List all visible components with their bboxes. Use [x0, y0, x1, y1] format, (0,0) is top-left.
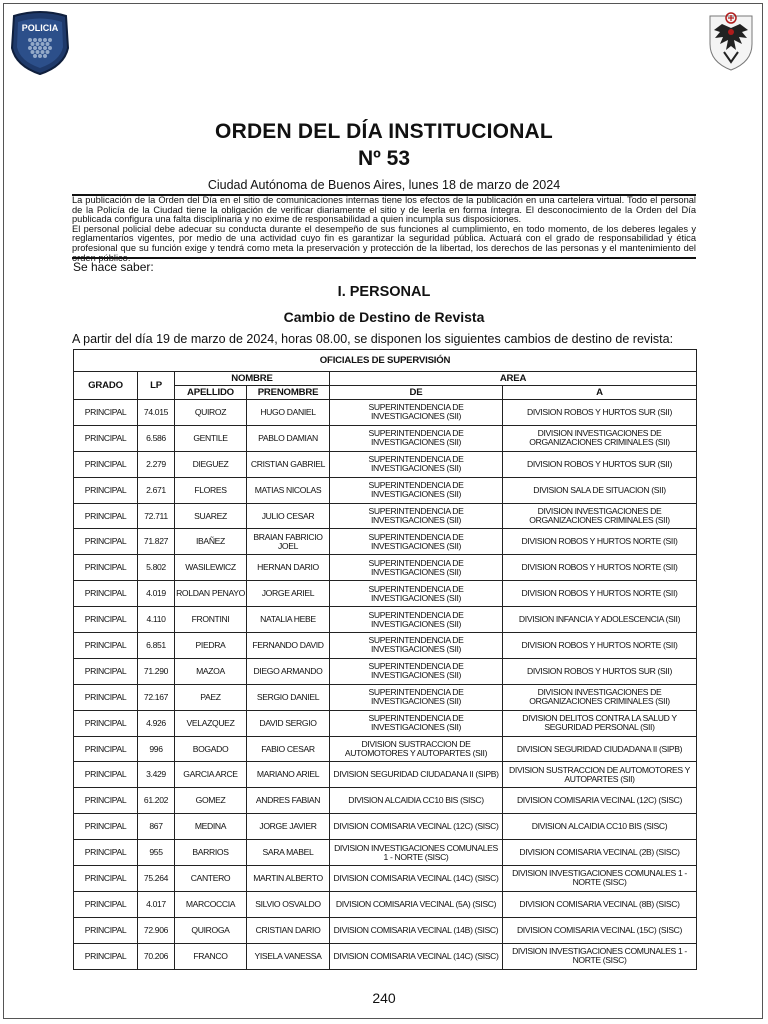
table-row — [74, 607, 697, 633]
cell-lp: 955 — [138, 840, 175, 866]
cell-apellido: MAZOA — [175, 658, 247, 684]
cell-a: DIVISION COMISARIA VECINAL (15C) (SISC) — [503, 917, 697, 943]
cell-prenombre: JORGE JAVIER — [247, 814, 330, 840]
table-row — [74, 581, 697, 607]
cell-a: DIVISION ROBOS Y HURTOS NORTE (SII) — [503, 633, 697, 659]
cell-de: SUPERINTENDENCIA DE INVESTIGACIONES (SII) — [330, 555, 503, 581]
cell-lp: 6.851 — [138, 633, 175, 659]
cell-a: DIVISION INVESTIGACIONES DE ORGANIZACIONES CRIMINALES (SII) — [503, 684, 697, 710]
cell-de: SUPERINTENDENCIA DE INVESTIGACIONES (SII) — [330, 633, 503, 659]
table-row — [74, 814, 697, 840]
cell-grado: PRINCIPAL — [74, 710, 138, 736]
cell-prenombre: SERGIO DANIEL — [247, 684, 330, 710]
cell-lp: 75.264 — [138, 866, 175, 892]
destination-changes-table — [73, 349, 697, 970]
cell-grado: PRINCIPAL — [74, 633, 138, 659]
cell-a: DIVISION ROBOS Y HURTOS NORTE (SII) — [503, 555, 697, 581]
cell-prenombre: PABLO DAMIAN — [247, 425, 330, 451]
cell-de: SUPERINTENDENCIA DE INVESTIGACIONES (SII) — [330, 503, 503, 529]
cell-grado: PRINCIPAL — [74, 788, 138, 814]
table-row — [74, 866, 697, 892]
cell-apellido: IBAÑEZ — [175, 529, 247, 555]
cell-de: DIVISION COMISARIA VECINAL (12C) (SISC) — [330, 814, 503, 840]
cell-apellido: MEDINA — [175, 814, 247, 840]
cell-lp: 4.926 — [138, 710, 175, 736]
cell-apellido: DIEGUEZ — [175, 451, 247, 477]
cell-a: DIVISION SUSTRACCION DE AUTOMOTORES Y AUTOPARTES (SII) — [503, 762, 697, 788]
cell-apellido: MARCOCCIA — [175, 891, 247, 917]
cell-lp: 4.017 — [138, 891, 175, 917]
table-row — [74, 633, 697, 659]
cell-prenombre: YISELA VANESSA — [247, 943, 330, 969]
cell-de: SUPERINTENDENCIA DE INVESTIGACIONES (SII) — [330, 684, 503, 710]
cell-prenombre: BRAIAN FABRICIO JOEL — [247, 529, 330, 555]
cell-apellido: WASILEWICZ — [175, 555, 247, 581]
table-row — [74, 943, 697, 969]
cell-prenombre: FABIO CESAR — [247, 736, 330, 762]
bottom-divider — [72, 257, 696, 259]
cell-prenombre: DAVID SERGIO — [247, 710, 330, 736]
table-row — [74, 477, 697, 503]
header-grado: GRADO — [74, 372, 138, 400]
cell-lp: 867 — [138, 814, 175, 840]
cell-prenombre: ANDRES FABIAN — [247, 788, 330, 814]
table-row — [74, 891, 697, 917]
cell-grado: PRINCIPAL — [74, 762, 138, 788]
cell-prenombre: JULIO CESAR — [247, 503, 330, 529]
table-row — [74, 788, 697, 814]
cell-grado: PRINCIPAL — [74, 607, 138, 633]
cell-de: SUPERINTENDENCIA DE INVESTIGACIONES (SII) — [330, 710, 503, 736]
cell-grado: PRINCIPAL — [74, 425, 138, 451]
page-number: 240 — [372, 990, 396, 1006]
cell-lp: 6.586 — [138, 425, 175, 451]
header-nombre: NOMBRE — [175, 372, 330, 386]
city-crest-logo — [706, 10, 756, 72]
cell-grado: PRINCIPAL — [74, 451, 138, 477]
cell-lp: 2.671 — [138, 477, 175, 503]
cell-a: DIVISION INVESTIGACIONES DE ORGANIZACIONES CRIMINALES (SII) — [503, 425, 697, 451]
cell-grado: PRINCIPAL — [74, 840, 138, 866]
document-title: ORDEN DEL DÍA INSTITUCIONAL — [215, 120, 553, 143]
table-row — [74, 658, 697, 684]
police-badge-logo — [8, 10, 72, 76]
table-caption: OFICIALES DE SUPERVISIÓN — [74, 350, 697, 372]
cell-grado: PRINCIPAL — [74, 555, 138, 581]
cell-grado: PRINCIPAL — [74, 581, 138, 607]
cell-a: DIVISION COMISARIA VECINAL (8B) (SISC) — [503, 891, 697, 917]
cell-apellido: BARRIOS — [175, 840, 247, 866]
cell-a: DIVISION SALA DE SITUACION (SII) — [503, 477, 697, 503]
cell-lp: 72.711 — [138, 503, 175, 529]
section-title: I. PERSONAL — [337, 284, 431, 300]
cell-de: DIVISION ALCAIDIA CC10 BIS (SISC) — [330, 788, 503, 814]
cell-prenombre: SARA MABEL — [247, 840, 330, 866]
table-row — [74, 840, 697, 866]
cell-prenombre: MARIANO ARIEL — [247, 762, 330, 788]
table-row — [74, 529, 697, 555]
cell-lp: 996 — [138, 736, 175, 762]
cell-prenombre: CRISTIAN DARIO — [247, 917, 330, 943]
cell-a: DIVISION ROBOS Y HURTOS SUR (SII) — [503, 400, 697, 426]
cell-apellido: PAEZ — [175, 684, 247, 710]
cell-de: SUPERINTENDENCIA DE INVESTIGACIONES (SII) — [330, 607, 503, 633]
table-row — [74, 555, 697, 581]
cell-grado: PRINCIPAL — [74, 943, 138, 969]
cell-apellido: BOGADO — [175, 736, 247, 762]
header-prenombre: PRENOMBRE — [247, 386, 330, 400]
cell-grado: PRINCIPAL — [74, 503, 138, 529]
cell-lp: 5.802 — [138, 555, 175, 581]
cell-lp: 4.110 — [138, 607, 175, 633]
table-row — [74, 684, 697, 710]
cell-prenombre: SILVIO OSVALDO — [247, 891, 330, 917]
order-number: Nº 53 — [357, 147, 411, 170]
cell-prenombre: CRISTIAN GABRIEL — [247, 451, 330, 477]
header-a: A — [503, 386, 697, 400]
cell-a: DIVISION INVESTIGACIONES COMUNALES 1 - NORTE (SISC) — [503, 943, 697, 969]
cell-apellido: PIEDRA — [175, 633, 247, 659]
cell-apellido: GARCIA ARCE — [175, 762, 247, 788]
notice-paragraph-2: El personal policial debe adecuar su conducta durante el desempeño de sus funciones al cumplimiento, en todo momento, de los deberes legales y reglamentarios vigentes, por medio de una actividad cuyo fin es garantizar la seguridad pública. Actuará con el grado de responsabilidad y ética profesional que su función exige y tendrá como meta la preservación y protección de la libertad, los derechos de las personas y el mantenimiento del orden público. — [72, 223, 696, 263]
cell-apellido: FRONTINI — [175, 607, 247, 633]
cell-grado: PRINCIPAL — [74, 477, 138, 503]
cell-a: DIVISION ROBOS Y HURTOS SUR (SII) — [503, 658, 697, 684]
table-row — [74, 736, 697, 762]
cell-grado: PRINCIPAL — [74, 917, 138, 943]
cell-prenombre: MATIAS NICOLAS — [247, 477, 330, 503]
cell-lp: 3.429 — [138, 762, 175, 788]
cell-a: DIVISION INVESTIGACIONES DE ORGANIZACIONES CRIMINALES (SII) — [503, 503, 697, 529]
cell-a: DIVISION SEGURIDAD CIUDADANA II (SIPB) — [503, 736, 697, 762]
table-row — [74, 503, 697, 529]
table-row — [74, 400, 697, 426]
cell-grado: PRINCIPAL — [74, 814, 138, 840]
se-hace-saber: Se hace saber: — [73, 260, 154, 274]
cell-lp: 72.167 — [138, 684, 175, 710]
cell-de: SUPERINTENDENCIA DE INVESTIGACIONES (SII) — [330, 529, 503, 555]
cell-lp: 71.827 — [138, 529, 175, 555]
cell-lp: 72.906 — [138, 917, 175, 943]
cell-grado: PRINCIPAL — [74, 736, 138, 762]
cell-prenombre: JORGE ARIEL — [247, 581, 330, 607]
cell-grado: PRINCIPAL — [74, 684, 138, 710]
cell-de: DIVISION SUSTRACCION DE AUTOMOTORES Y AUTOPARTES (SII) — [330, 736, 503, 762]
table-row — [74, 425, 697, 451]
intro-text: A partir del día 19 de marzo de 2024, horas 08.00, se disponen los siguientes cambios de destino de revista: — [72, 332, 674, 346]
cell-apellido: SUAREZ — [175, 503, 247, 529]
table-row — [74, 451, 697, 477]
cell-a: DIVISION ROBOS Y HURTOS NORTE (SII) — [503, 581, 697, 607]
cell-de: SUPERINTENDENCIA DE INVESTIGACIONES (SII) — [330, 581, 503, 607]
cell-de: DIVISION COMISARIA VECINAL (5A) (SISC) — [330, 891, 503, 917]
cell-grado: PRINCIPAL — [74, 529, 138, 555]
cell-apellido: QUIROGA — [175, 917, 247, 943]
cell-a: DIVISION COMISARIA VECINAL (12C) (SISC) — [503, 788, 697, 814]
cell-grado: PRINCIPAL — [74, 400, 138, 426]
cell-de: SUPERINTENDENCIA DE INVESTIGACIONES (SII) — [330, 451, 503, 477]
notice-paragraph-1: La publicación de la Orden del Día en el sitio de comunicaciones internas tiene los efectos de la publicación en una cartelera virtual. Todo el personal de la Policía de la Ciudad tiene la obligación de verificar diariamente el sitio y de leerla en forma íntegra. El desconocimiento de la Orden del Día publicada configura una falta disciplinaria y no exime de responsabilidad a quien incumpla sus disposiciones. — [72, 195, 696, 225]
cell-a: DIVISION INVESTIGACIONES COMUNALES 1 - NORTE (SISC) — [503, 866, 697, 892]
cell-de: DIVISION INVESTIGACIONES COMUNALES 1 - NORTE (SISC) — [330, 840, 503, 866]
cell-de: DIVISION COMISARIA VECINAL (14C) (SISC) — [330, 943, 503, 969]
cell-prenombre: NATALIA HEBE — [247, 607, 330, 633]
header-de: DE — [330, 386, 503, 400]
cell-de: SUPERINTENDENCIA DE INVESTIGACIONES (SII) — [330, 658, 503, 684]
cell-apellido: CANTERO — [175, 866, 247, 892]
cell-grado: PRINCIPAL — [74, 658, 138, 684]
cell-de: SUPERINTENDENCIA DE INVESTIGACIONES (SII) — [330, 400, 503, 426]
cell-lp: 70.206 — [138, 943, 175, 969]
cell-de: DIVISION COMISARIA VECINAL (14C) (SISC) — [330, 866, 503, 892]
cell-lp: 2.279 — [138, 451, 175, 477]
cell-grado: PRINCIPAL — [74, 891, 138, 917]
cell-lp: 71.290 — [138, 658, 175, 684]
cell-a: DIVISION COMISARIA VECINAL (2B) (SISC) — [503, 840, 697, 866]
cell-apellido: ROLDAN PENAYO — [175, 581, 247, 607]
cell-a: DIVISION ROBOS Y HURTOS NORTE (SII) — [503, 529, 697, 555]
table-row — [74, 917, 697, 943]
cell-apellido: FLORES — [175, 477, 247, 503]
header-area: AREA — [330, 372, 697, 386]
cell-apellido: GENTILE — [175, 425, 247, 451]
cell-lp: 4.019 — [138, 581, 175, 607]
header-lp: LP — [138, 372, 175, 400]
subsection-title: Cambio de Destino de Revista — [283, 309, 485, 325]
table-row — [74, 762, 697, 788]
cell-lp: 61.202 — [138, 788, 175, 814]
cell-de: SUPERINTENDENCIA DE INVESTIGACIONES (SII) — [330, 477, 503, 503]
dateline: Ciudad Autónoma de Buenos Aires, lunes 18 de marzo de 2024 — [207, 178, 561, 192]
cell-de: DIVISION COMISARIA VECINAL (14B) (SISC) — [330, 917, 503, 943]
table-row — [74, 710, 697, 736]
cell-de: SUPERINTENDENCIA DE INVESTIGACIONES (SII) — [330, 425, 503, 451]
notice-block — [72, 196, 696, 263]
cell-apellido: GOMEZ — [175, 788, 247, 814]
cell-prenombre: MARTIN ALBERTO — [247, 866, 330, 892]
cell-prenombre: FERNANDO DAVID — [247, 633, 330, 659]
cell-apellido: FRANCO — [175, 943, 247, 969]
cell-de: DIVISION SEGURIDAD CIUDADANA II (SIPB) — [330, 762, 503, 788]
cell-prenombre: HUGO DANIEL — [247, 400, 330, 426]
badge-text: POLICIA — [21, 23, 59, 33]
cell-a: DIVISION INFANCIA Y ADOLESCENCIA (SII) — [503, 607, 697, 633]
header-apellido: APELLIDO — [175, 386, 247, 400]
cell-prenombre: HERNAN DARIO — [247, 555, 330, 581]
cell-apellido: QUIROZ — [175, 400, 247, 426]
cell-a: DIVISION ROBOS Y HURTOS SUR (SII) — [503, 451, 697, 477]
cell-a: DIVISION DELITOS CONTRA LA SALUD Y SEGURIDAD PERSONAL (SII) — [503, 710, 697, 736]
cell-a: DIVISION ALCAIDIA CC10 BIS (SISC) — [503, 814, 697, 840]
cell-grado: PRINCIPAL — [74, 866, 138, 892]
cell-apellido: VELAZQUEZ — [175, 710, 247, 736]
cell-prenombre: DIEGO ARMANDO — [247, 658, 330, 684]
cell-lp: 74.015 — [138, 400, 175, 426]
